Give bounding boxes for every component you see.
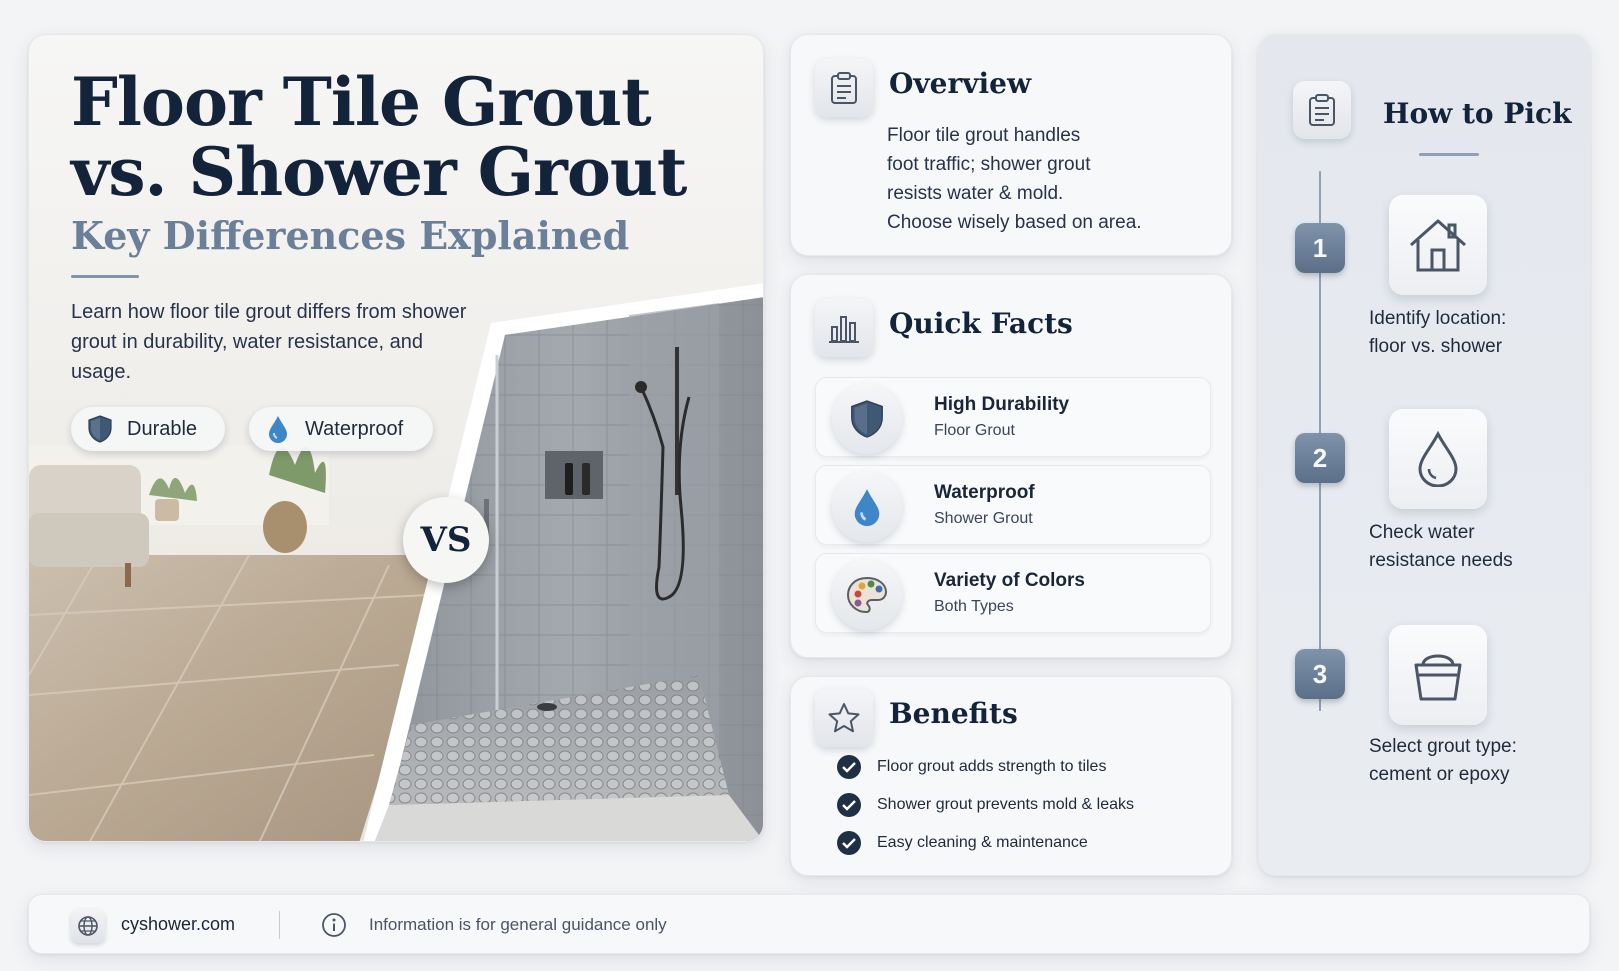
title-divider — [1419, 153, 1479, 156]
vs-badge: VS — [403, 497, 489, 583]
water-drop-icon — [832, 472, 902, 542]
benefit-text: Shower grout prevents mold & leaks — [877, 796, 1135, 813]
fact-item — [815, 465, 1211, 545]
quick-facts-title: Quick Facts — [889, 307, 1073, 340]
how-to-pick-title: How to Pick — [1383, 97, 1572, 130]
hero-title-line2: vs. Shower Grout — [71, 133, 687, 211]
benefit-text: Floor grout adds strength to tiles — [877, 758, 1107, 775]
hero-subtitle: Key Differences Explained — [71, 213, 630, 258]
badge-durable-label: Durable — [127, 417, 198, 440]
footer-bar — [28, 894, 1590, 954]
benefit-text: Easy cleaning & maintenance — [877, 834, 1088, 851]
check-icon — [837, 793, 861, 817]
fact-item — [815, 377, 1211, 457]
hero-divider — [71, 275, 139, 278]
overview-title: Overview — [889, 67, 1032, 100]
bucket-icon — [1389, 625, 1487, 725]
benefits-title: Benefits — [889, 697, 1018, 730]
check-icon — [837, 831, 861, 855]
hero-description: Learn how floor tile grout differs from shower grout in durability, water resistance, and usage. — [71, 301, 467, 383]
step-text — [1369, 519, 1579, 575]
benefit-item — [837, 793, 1134, 817]
step-text-line: Identify location: — [1369, 308, 1507, 329]
overview-text — [887, 121, 1217, 237]
step-text — [1369, 305, 1579, 361]
benefit-item — [837, 755, 1106, 779]
overview-card — [790, 34, 1232, 256]
step-text — [1369, 733, 1579, 789]
badge-waterproof — [249, 407, 433, 451]
how-to-pick-card — [1258, 34, 1590, 876]
water-drop-outline-icon — [1389, 409, 1487, 509]
hero-title-line1: Floor Tile Grout — [71, 63, 651, 141]
overview-line: resists water & mold. — [887, 183, 1064, 204]
overview-line: Floor tile grout handles — [887, 125, 1081, 146]
disclaimer-text: Information is for general guidance only — [369, 915, 667, 934]
fact-item — [815, 553, 1211, 633]
fact-subtitle: Shower Grout — [934, 510, 1033, 527]
overview-line: Choose wisely based on area. — [887, 212, 1142, 233]
step-text-line: Check water — [1369, 522, 1475, 543]
fact-title: Waterproof — [934, 482, 1035, 503]
step-number: 3 — [1295, 649, 1345, 699]
step-text-line: cement or epoxy — [1369, 764, 1510, 785]
globe-icon — [71, 909, 105, 943]
shield-icon — [832, 384, 902, 454]
benefit-item — [837, 831, 1088, 855]
quick-facts-card — [790, 274, 1232, 658]
clipboard-icon — [815, 59, 873, 117]
benefits-card — [790, 676, 1232, 876]
water-drop-icon — [263, 414, 293, 444]
overview-line: foot traffic; shower grout — [887, 154, 1091, 175]
step-number: 1 — [1295, 223, 1345, 273]
website-link[interactable]: cyshower.com — [121, 914, 236, 934]
hero-card — [28, 34, 764, 842]
fact-title: High Durability — [934, 394, 1070, 415]
fact-subtitle: Floor Grout — [934, 422, 1015, 439]
fact-subtitle: Both Types — [934, 598, 1014, 615]
check-icon — [837, 755, 861, 779]
clipboard-icon — [1293, 81, 1351, 139]
info-icon — [321, 912, 347, 938]
fact-title: Variety of Colors — [934, 570, 1085, 591]
badge-waterproof-label: Waterproof — [305, 417, 404, 440]
step-text-line: Select grout type: — [1369, 736, 1517, 757]
footer-divider — [279, 911, 280, 939]
step-text-line: floor vs. shower — [1369, 336, 1503, 357]
star-icon — [815, 689, 873, 747]
house-icon — [1389, 195, 1487, 295]
bar-chart-icon — [815, 299, 873, 357]
step-text-line: resistance needs — [1369, 550, 1513, 571]
hero-title — [71, 63, 687, 211]
palette-icon — [832, 560, 902, 630]
step-number: 2 — [1295, 433, 1345, 483]
badge-durable — [71, 407, 225, 451]
shield-icon — [85, 414, 115, 444]
